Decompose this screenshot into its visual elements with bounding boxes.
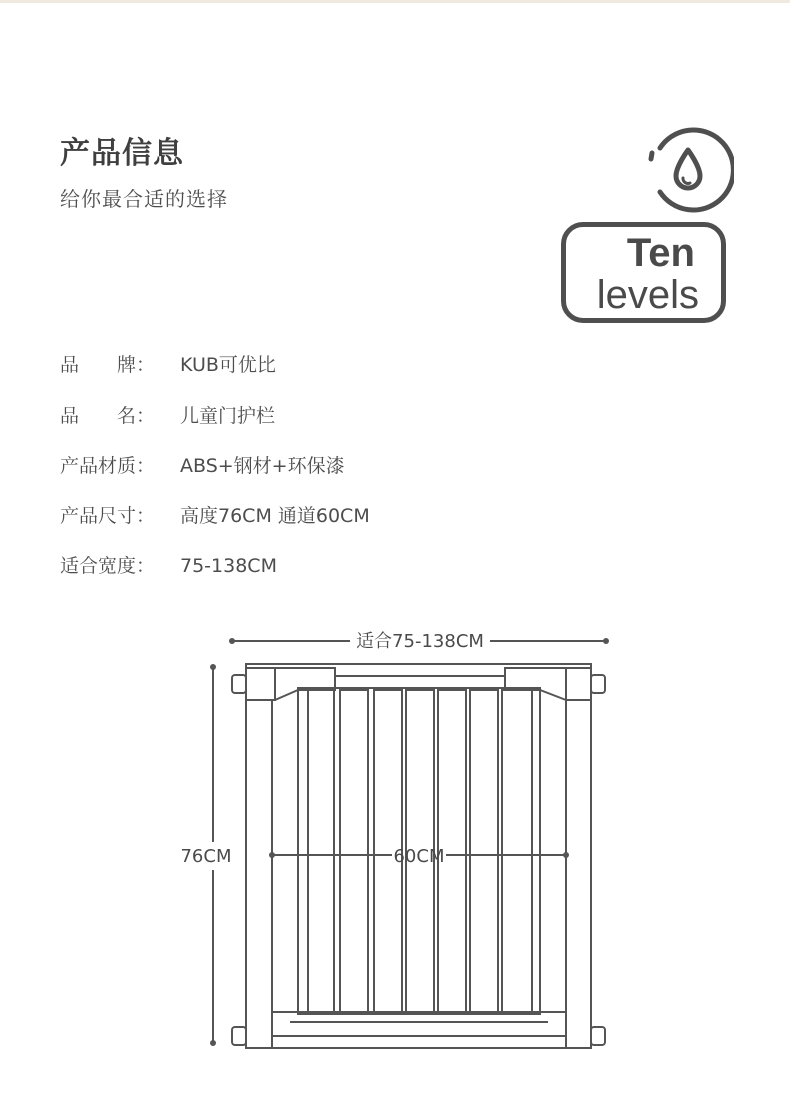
spec-label-width: 适合宽度： <box>60 555 156 577</box>
spec-value-width: 75-138CM <box>180 555 277 577</box>
gate-bar <box>308 690 334 1012</box>
badge-line-1: Ten <box>626 231 695 275</box>
width-endpoint-left <box>229 638 235 644</box>
adjuster-top-left <box>232 675 246 693</box>
adjuster-bottom-left <box>232 1027 246 1045</box>
spec-label-name: 品 名： <box>60 405 156 427</box>
width-dimension-label: 适合75-138CM <box>356 631 484 652</box>
gate-left-latch <box>275 668 335 700</box>
gate-bar <box>470 690 498 1012</box>
height-endpoint-bottom <box>210 1040 216 1046</box>
spec-label-brand: 品 牌： <box>60 354 156 376</box>
gate-bar <box>502 690 532 1012</box>
width-endpoint-right <box>603 638 609 644</box>
gate-bar <box>340 690 368 1012</box>
spec-value-brand: KUB可优比 <box>180 354 276 376</box>
page-subtitle: 给你最合适的选择 <box>60 187 228 211</box>
gate-right-top-fitting <box>566 668 591 700</box>
passage-endpoint-left <box>269 852 275 858</box>
spec-value-name: 儿童门护栏 <box>180 405 276 427</box>
adjuster-top-right <box>591 675 605 693</box>
height-dimension-label: 76CM <box>180 846 232 867</box>
spec-value-size: 高度76CM 通道60CM <box>180 505 370 527</box>
badge-line-2: levels <box>596 273 699 317</box>
passage-endpoint-right <box>563 852 569 858</box>
page-title: 产品信息 <box>60 136 184 171</box>
spec-value-material: ABS+钢材+环保漆 <box>180 455 345 477</box>
height-endpoint-top <box>210 664 216 670</box>
spec-label-material: 产品材质： <box>60 455 156 477</box>
gate-left-top-fitting <box>246 668 275 700</box>
passage-dimension-label: 60CM <box>393 846 445 867</box>
gate-right-post <box>566 700 591 1048</box>
spec-label-size: 产品尺寸： <box>60 505 156 527</box>
gate-right-latch <box>505 668 566 700</box>
gate-bottom-rail <box>272 1012 566 1036</box>
gate-left-post <box>246 700 272 1048</box>
adjuster-bottom-right <box>591 1027 605 1045</box>
